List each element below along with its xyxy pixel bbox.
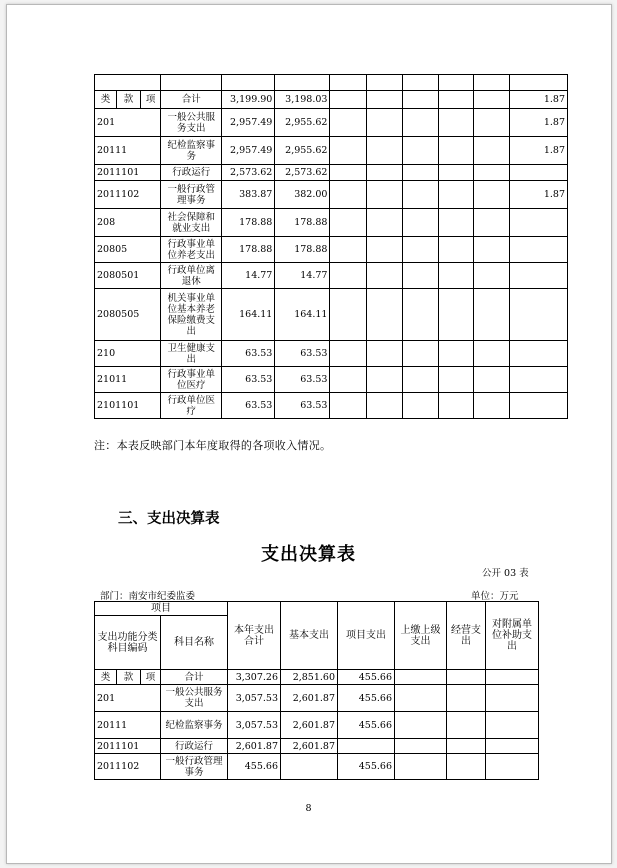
cell-total: 2,957.49: [222, 109, 275, 137]
cell-empty: [438, 367, 473, 393]
cell-empty: [486, 670, 539, 685]
cell-code: 201: [95, 685, 161, 712]
cell-xiang: 项: [141, 91, 161, 109]
cell-empty: [366, 209, 402, 237]
section-heading: 三、支出决算表: [118, 510, 220, 527]
cell-fiscal: 14.77: [275, 263, 330, 289]
cell-empty: [473, 91, 509, 109]
unit-label: 单位：万元: [471, 591, 519, 602]
cell-code: 2011102: [95, 181, 161, 209]
table-row: [95, 341, 568, 367]
cell-code: 2011101: [95, 165, 161, 181]
table-row: [95, 739, 539, 754]
cell-project: [338, 739, 395, 754]
cell-kuan: 款: [117, 91, 141, 109]
cell-project: 455.66: [338, 754, 395, 780]
cell-empty: [473, 165, 509, 181]
table-row: [95, 181, 568, 209]
cell-fiscal: 2,955.62: [275, 137, 330, 165]
cell-project: 455.66: [338, 670, 395, 685]
table-note: 注：本表反映部门本年度取得的各项收入情况。: [94, 439, 332, 452]
header-project: 项目支出: [338, 602, 395, 670]
cell-code: 2080501: [95, 263, 161, 289]
cell-total: 178.88: [222, 237, 275, 263]
cell-empty: [402, 393, 438, 419]
cell-empty: [473, 263, 509, 289]
cell-empty: [473, 109, 509, 137]
cell-subject-name: 行政事业单位养老支出: [161, 237, 222, 263]
cell-code: 201: [95, 109, 161, 137]
cell-empty: [402, 209, 438, 237]
cell-subject-name: 一般行政管理事务: [161, 754, 228, 780]
table-row: [95, 165, 568, 181]
header-subsidy: 对附属单位补助支出: [486, 602, 539, 670]
cell-subject-name: 行政运行: [161, 165, 222, 181]
table-row: [95, 263, 568, 289]
cell-empty: [366, 91, 402, 109]
cell-subject-name: 一般行政管理事务: [161, 181, 222, 209]
cell-empty: [473, 137, 509, 165]
cell-fiscal: 2,573.62: [275, 165, 330, 181]
cell-code: 208: [95, 209, 161, 237]
cell-empty: [402, 165, 438, 181]
cell-empty: [473, 181, 509, 209]
cell-fiscal: 3,198.03: [275, 91, 330, 109]
cell-empty: [366, 109, 402, 137]
cell-total: 455.66: [228, 754, 281, 780]
cell-empty: [438, 109, 473, 137]
cell-total: 2,601.87: [228, 739, 281, 754]
cell-empty: [330, 341, 366, 367]
cell-empty: [473, 237, 509, 263]
header-basic: 基本支出: [281, 602, 338, 670]
cell-empty: [330, 91, 366, 109]
cell-empty: [395, 712, 447, 739]
cell-subject-name: 机关事业单位基本养老保险缴费支出: [161, 289, 222, 341]
cell-basic: 2,851.60: [281, 670, 338, 685]
cell-empty: [402, 137, 438, 165]
cell-fiscal: 63.53: [275, 341, 330, 367]
cell-empty: [366, 341, 402, 367]
cell-empty: [366, 263, 402, 289]
table-row: [95, 685, 539, 712]
cell-empty: [330, 367, 366, 393]
cell-empty: [447, 670, 486, 685]
cell-project: 455.66: [338, 712, 395, 739]
table-row: [95, 367, 568, 393]
cell-total: 3,307.26: [228, 670, 281, 685]
cell-total: 14.77: [222, 263, 275, 289]
cell-other: 1.87: [509, 109, 567, 137]
cell-subject-name: 纪检监察事务: [161, 137, 222, 165]
page-number: 8: [305, 803, 312, 814]
cell-other: [509, 165, 567, 181]
cell-empty: [447, 685, 486, 712]
cell-empty: [447, 754, 486, 780]
cell-code: 2101101: [95, 393, 161, 419]
cell-lei: 类: [95, 670, 117, 685]
cell-basic: 2,601.87: [281, 685, 338, 712]
cell-total: 164.11: [222, 289, 275, 341]
table-row: [95, 209, 568, 237]
cell-subject-name: 卫生健康支出: [161, 341, 222, 367]
cell-empty: [447, 739, 486, 754]
cell-empty: [473, 341, 509, 367]
table-row: [95, 393, 568, 419]
cell-subject-name: 一般公共服务支出: [161, 109, 222, 137]
table-row: [95, 91, 568, 109]
cell-empty: [438, 165, 473, 181]
cell-empty: [402, 367, 438, 393]
cell-empty: [402, 109, 438, 137]
cell-other: [509, 209, 567, 237]
cell-empty: [486, 739, 539, 754]
cell-code: 20111: [95, 137, 161, 165]
cell-fiscal: 2,955.62: [275, 109, 330, 137]
cell-empty: [486, 754, 539, 780]
cell-empty: [395, 670, 447, 685]
cell-empty: [438, 91, 473, 109]
header-subject-name: 科目名称: [161, 616, 228, 670]
cell-empty: [330, 209, 366, 237]
cell-other: [509, 263, 567, 289]
cell-other: [509, 237, 567, 263]
cell-other: [509, 289, 567, 341]
cell-total: 3,057.53: [228, 685, 281, 712]
cell-kuan: 款: [117, 670, 141, 685]
cell-empty: [438, 263, 473, 289]
cell-other: [509, 367, 567, 393]
cell-total: 63.53: [222, 367, 275, 393]
cell-total: 3,057.53: [228, 712, 281, 739]
cell-code: 20805: [95, 237, 161, 263]
table-title: 支出决算表: [261, 544, 356, 565]
cell-empty: [395, 739, 447, 754]
table-row: [95, 670, 539, 685]
cell-empty: [402, 289, 438, 341]
cell-code: 2080505: [95, 289, 161, 341]
cell-empty: [473, 289, 509, 341]
cell-empty: [330, 263, 366, 289]
header-function-code: 支出功能分类科目编码: [95, 616, 161, 670]
cell-subject-name: 行政单位医疗: [161, 393, 222, 419]
cell-project: 455.66: [338, 685, 395, 712]
cell-other: [509, 393, 567, 419]
cell-empty: [438, 237, 473, 263]
cell-empty: [366, 289, 402, 341]
cell-empty: [473, 367, 509, 393]
cell-basic: [281, 754, 338, 780]
cell-code: 20111: [95, 712, 161, 739]
cell-other: [509, 341, 567, 367]
cell-basic: 2,601.87: [281, 712, 338, 739]
cell-empty: [395, 754, 447, 780]
cell-empty: [330, 393, 366, 419]
cell-empty: [330, 237, 366, 263]
table-row: [95, 237, 568, 263]
cell-total: 383.87: [222, 181, 275, 209]
cell-fiscal: 63.53: [275, 393, 330, 419]
cell-empty: [473, 209, 509, 237]
cell-fiscal: 382.00: [275, 181, 330, 209]
header-stub-row: [95, 75, 568, 91]
cell-total: 178.88: [222, 209, 275, 237]
cell-empty: [473, 393, 509, 419]
cell-empty: [438, 181, 473, 209]
cell-fiscal: 164.11: [275, 289, 330, 341]
cell-empty: [366, 165, 402, 181]
cell-fiscal: 178.88: [275, 209, 330, 237]
cell-empty: [330, 165, 366, 181]
header-operating: 经营支出: [447, 602, 486, 670]
cell-total: 2,957.49: [222, 137, 275, 165]
cell-total: 3,199.90: [222, 91, 275, 109]
cell-code: 2011102: [95, 754, 161, 780]
cell-empty: [366, 367, 402, 393]
table-row: [95, 712, 539, 739]
cell-empty: [402, 341, 438, 367]
cell-total: 63.53: [222, 393, 275, 419]
cell-empty: [438, 393, 473, 419]
cell-empty: [438, 137, 473, 165]
cell-empty: [438, 289, 473, 341]
cell-empty: [366, 181, 402, 209]
cell-empty: [330, 181, 366, 209]
income-table-continued: [94, 74, 568, 419]
cell-code: 210: [95, 341, 161, 367]
cell-lei: 类: [95, 91, 117, 109]
cell-empty: [402, 263, 438, 289]
cell-subject-name: 社会保障和就业支出: [161, 209, 222, 237]
header-total: 本年支出合计: [228, 602, 281, 670]
cell-total: 63.53: [222, 341, 275, 367]
cell-fiscal: 178.88: [275, 237, 330, 263]
cell-other: 1.87: [509, 137, 567, 165]
cell-empty: [366, 237, 402, 263]
cell-other: 1.87: [509, 91, 567, 109]
cell-empty: [438, 341, 473, 367]
table-row: [95, 109, 568, 137]
cell-empty: [438, 209, 473, 237]
header-upper-payment: 上缴上级支出: [395, 602, 447, 670]
table-row: [95, 754, 539, 780]
cell-subject-name: 行政事业单位医疗: [161, 367, 222, 393]
cell-subject-name: 行政运行: [161, 739, 228, 754]
cell-empty: [366, 137, 402, 165]
cell-empty: [366, 393, 402, 419]
cell-empty: [447, 712, 486, 739]
cell-empty: [486, 712, 539, 739]
cell-code: 2011101: [95, 739, 161, 754]
cell-fiscal: 63.53: [275, 367, 330, 393]
header-project-group: 项目: [95, 602, 228, 616]
cell-empty: [402, 181, 438, 209]
cell-xiang: 项: [141, 670, 161, 685]
expenditure-table: [94, 601, 539, 780]
cell-total: 2,573.62: [222, 165, 275, 181]
cell-empty: [486, 685, 539, 712]
cell-basic: 2,601.87: [281, 739, 338, 754]
cell-other: 1.87: [509, 181, 567, 209]
table-row: [95, 289, 568, 341]
cell-subject-name: 纪检监察事务: [161, 712, 228, 739]
table-row: [95, 137, 568, 165]
cell-empty: [330, 109, 366, 137]
department-label: 部门：南安市纪委监委: [100, 591, 196, 602]
cell-subject-name: 一般公共服务支出: [161, 685, 228, 712]
table-code: 公开 03 表: [482, 568, 529, 579]
cell-empty: [395, 685, 447, 712]
cell-code: 21011: [95, 367, 161, 393]
cell-empty: [402, 237, 438, 263]
cell-empty: [330, 137, 366, 165]
cell-subject-name: 行政单位离退休: [161, 263, 222, 289]
cell-empty: [402, 91, 438, 109]
cell-subject-name: 合计: [161, 91, 222, 109]
cell-subject-name: 合计: [161, 670, 228, 685]
cell-empty: [330, 289, 366, 341]
